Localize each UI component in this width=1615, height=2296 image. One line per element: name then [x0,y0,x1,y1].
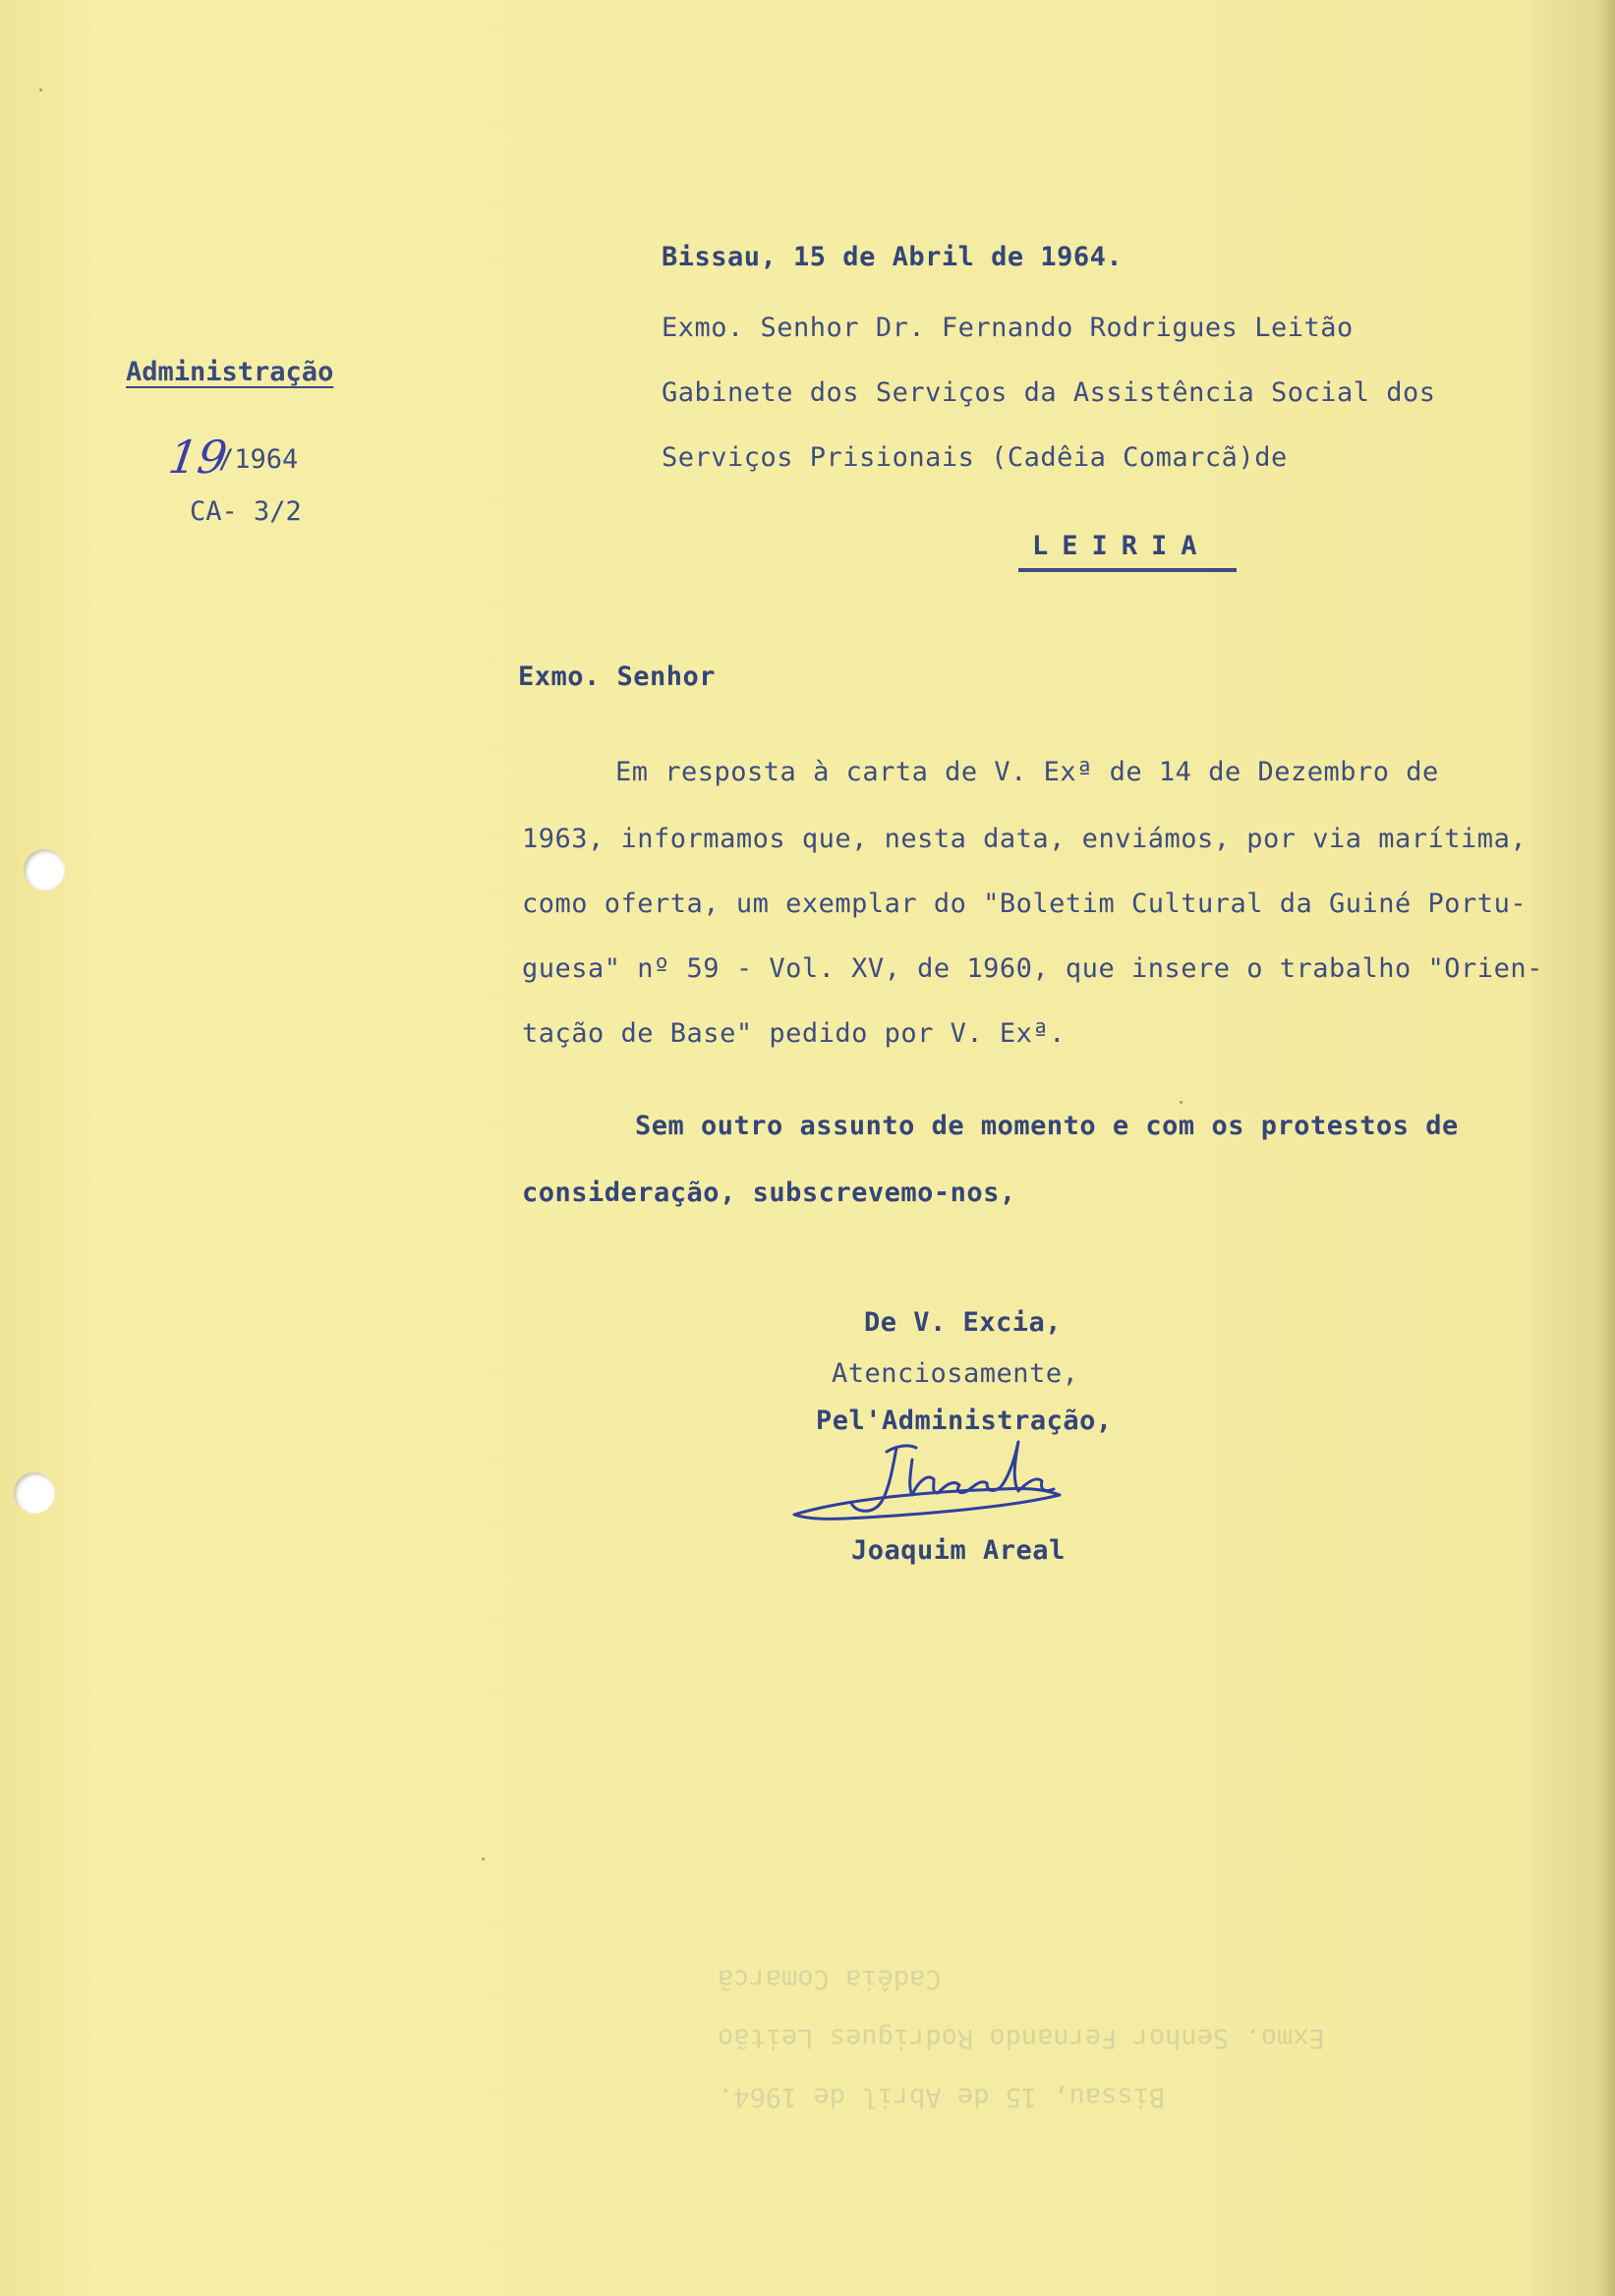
file-reference: CA- 3/2 [190,496,302,527]
show-through-line: Cadêia Comarcã [718,1964,942,1994]
salutation: Exmo. Senhor [518,661,717,692]
closing-line: Atenciosamente, [832,1358,1079,1389]
closing-line: De V. Excia, [864,1307,1063,1338]
number-year: /1964 [218,444,299,475]
recipient-line: Gabinete dos Serviços da Assistência Social dos [662,377,1436,408]
paragraph-line: consideração, subscrevemo-nos, [522,1177,1016,1208]
page-edge-shadow [1597,0,1615,2296]
paragraph-line: como oferta, um exemplar do "Boletim Cultural da Guiné Portu- [522,889,1528,919]
recipient-line: Exmo. Senhor Dr. Fernando Rodrigues Leitão [662,313,1354,343]
handwritten-signature [786,1430,1081,1538]
paper-speck [1180,1101,1182,1104]
paragraph-line: guesa" nº 59 - Vol. XV, de 1960, que insere o trabalho "Orien- [522,953,1543,984]
paragraph-line: 1963, informamos que, nesta data, enviámos, por via marítima, [522,824,1528,854]
signer-name: Joaquim Areal [851,1535,1066,1566]
punch-hole-bottom [14,1472,55,1514]
paragraph-line: Sem outro assunto de momento e com os protestos de [635,1111,1459,1141]
closing-line: Pel'Administração, [816,1406,1113,1436]
paper-speck [482,1858,485,1861]
recipient-line: Serviços Prisionais (Cadêia Comarcã)de [662,442,1288,473]
paragraph-line: Em resposta à carta de V. Exª de 14 de Dezembro de [615,757,1439,787]
punch-hole-top [24,849,65,890]
destination-city: LEIRIA [1032,531,1211,561]
paper-speck [39,88,42,91]
place-date: Bissau, 15 de Abril de 1964. [662,242,1124,272]
city-underline [1018,568,1237,572]
paragraph-line: tação de Base" pedido por V. Exª. [522,1018,1066,1049]
handwritten-number: 19 [165,430,231,484]
section-heading: Administração [126,357,334,387]
show-through-line: Bissau, 15 de Abril de 1964. [718,2082,1166,2112]
show-through-line: Exmo. Senhor Fernando Rodrigues Leitão [718,2023,1325,2053]
